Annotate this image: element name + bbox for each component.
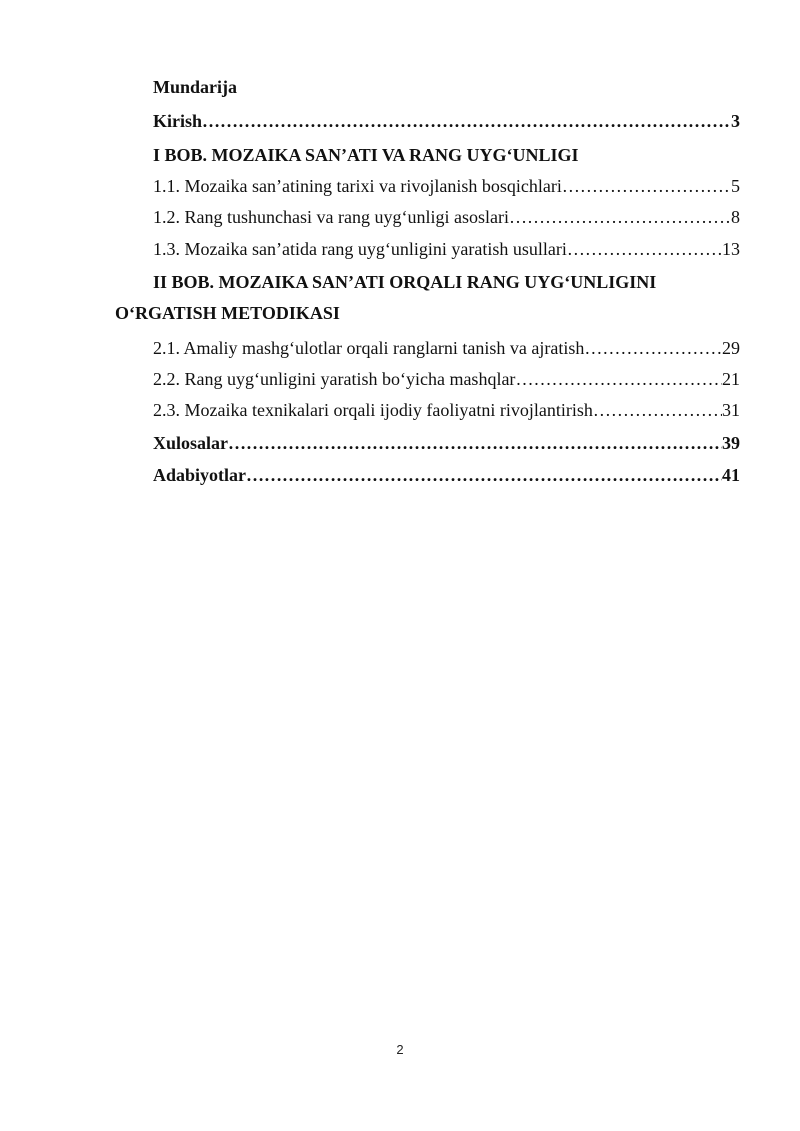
toc-page-number: 5 [731,176,740,196]
toc-entry-label: 2.1. Amaliy mashg‘ulotlar orqali ranglarni tanish va ajratish [153,338,585,358]
dot-leader [515,368,722,390]
toc-entry-2-3[interactable] [153,399,740,421]
chapter-2-title-line-1: II BOB. MOZAIKA SAN’ATI ORQALI RANG UYG‘UNLIGINI [153,272,657,292]
toc-page-number: 3 [731,111,740,131]
toc-entry-1-1[interactable] [153,175,740,197]
toc-entry-label: 2.2. Rang uyg‘unligini yaratish bo‘yicha mashqlar [153,369,516,389]
toc-entry-references[interactable] [153,464,740,486]
page-number: 2 [396,1042,404,1057]
dot-leader [593,399,722,421]
toc-page-number: 41 [722,465,740,485]
dot-leader [562,175,731,197]
toc-page-number: 39 [722,433,740,453]
toc-page-number: 13 [722,239,740,259]
toc-entry-label: Kirish [153,111,203,131]
dot-leader [509,206,731,228]
dot-leader [202,110,731,132]
toc-entry-label: 2.3. Mozaika texnikalari orqali ijodiy faoliyatni rivojlantirish [153,400,593,420]
toc-entry-intro[interactable] [153,110,740,132]
toc-entry-label: Adabiyotlar [153,465,247,485]
toc-page-number: 29 [722,338,740,358]
toc-title: Mundarija [153,77,238,97]
toc-entry-label: Xulosalar [153,433,229,453]
chapter-1-title: I BOB. MOZAIKA SAN’ATI VA RANG UYG‘UNLIGI [153,145,579,165]
toc-entry-2-1[interactable] [153,337,740,359]
toc-page-number: 21 [722,369,740,389]
toc-entry-2-2[interactable] [153,368,740,390]
toc-page-number: 8 [731,207,740,227]
toc-entry-label: 1.2. Rang tushunchasi va rang uyg‘unligi asoslari [153,207,509,227]
toc-entry-conclusions[interactable] [153,432,740,454]
toc-entry-1-3[interactable] [153,238,740,260]
toc-entry-label: 1.3. Mozaika san’atida rang uyg‘unligini yaratish usullari [153,239,567,259]
dot-leader [567,238,722,260]
chapter-2-title-line-2: O‘RGATISH METODIKASI [115,303,340,323]
dot-leader [246,464,722,486]
toc-page-number: 31 [722,400,740,420]
dot-leader [584,337,722,359]
toc-entry-1-2[interactable] [153,206,740,228]
toc-entry-label: 1.1. Mozaika san’atining tarixi va rivojlanish bosqichlari [153,176,562,196]
dot-leader [228,432,722,454]
